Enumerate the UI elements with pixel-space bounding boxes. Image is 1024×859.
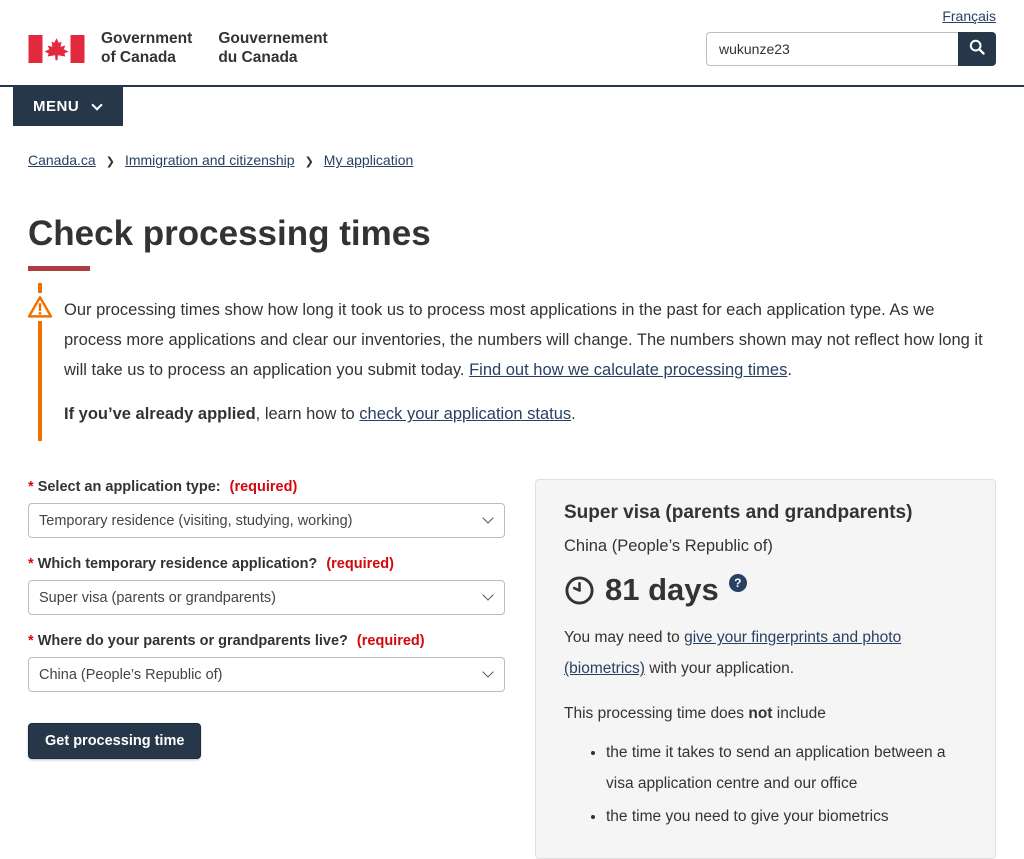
list-item: • the time you need to give your biometrics — [606, 801, 967, 832]
parents-location-label — [28, 633, 505, 649]
biometrics-paragraph — [564, 622, 967, 684]
required-asterisk: * — [28, 556, 34, 573]
not-included-paragraph — [564, 698, 967, 729]
warning-icon — [26, 293, 54, 321]
notice-paragraph-2 — [64, 399, 996, 429]
wordmark-en-line2: of Canada — [101, 48, 176, 66]
main-menu-bar — [0, 85, 1024, 126]
notice-paragraph-1-text: Our processing times show how long it took us to process most applications in the past for each application type. As we process more applications and clear our inventories, the numbers will change. The numbers shown may not reflect how long it will take us to process an application you submit today. — [64, 301, 983, 380]
parents-location-group — [28, 633, 505, 692]
page-title: Check processing times — [28, 214, 431, 254]
chevron-right-icon: ❯ — [105, 155, 115, 168]
application-type-label — [28, 479, 505, 495]
notice-paragraph-2-text: , learn how to — [255, 405, 360, 424]
result-country: China (People’s Republic of) — [564, 537, 773, 556]
biometrics-link[interactable]: give your fingerprints and photo (biometrics) — [564, 629, 902, 678]
processing-time-row — [564, 572, 967, 608]
required-asterisk: * — [28, 633, 34, 650]
required-indicator: (required) — [356, 633, 425, 650]
search-button[interactable] — [958, 32, 996, 66]
biometrics-paragraph-pre: You may need to — [564, 629, 685, 647]
language-toggle-link[interactable]: Français — [942, 8, 996, 24]
list-item: • the time it takes to send an application between a visa application centre and our office — [606, 737, 967, 799]
biometrics-paragraph-post: with your application. — [644, 660, 795, 678]
required-indicator: (required) — [229, 479, 298, 496]
breadcrumb — [28, 152, 996, 168]
breadcrumb-link-my-application[interactable]: My application — [323, 152, 414, 169]
help-icon[interactable]: ? — [729, 574, 747, 592]
calculate-processing-times-link[interactable]: Find out how we calculate processing times — [469, 361, 788, 380]
government-wordmark — [101, 30, 328, 67]
chevron-right-icon: ❯ — [304, 155, 314, 168]
canada-flag-icon — [28, 35, 85, 63]
processing-time-form — [28, 479, 505, 759]
not-included-list — [564, 737, 967, 832]
processing-time-result-panel — [535, 479, 996, 859]
main-content — [28, 479, 996, 859]
temporary-residence-select[interactable] — [28, 580, 505, 615]
processing-times-notice — [38, 283, 996, 441]
wordmark-fr-line2: du Canada — [218, 48, 298, 66]
search-input[interactable] — [706, 32, 958, 66]
parents-location-select[interactable] — [28, 657, 505, 692]
not-included-pre: This processing time does — [564, 705, 749, 723]
breadcrumb-link-immigration[interactable]: Immigration and citizenship — [124, 152, 295, 169]
temporary-residence-label — [28, 556, 505, 572]
not-bold-text: not — [748, 705, 773, 723]
get-processing-time-button[interactable]: Get processing time — [28, 723, 201, 759]
title-accent-rule — [28, 266, 90, 271]
site-header — [0, 0, 1024, 67]
breadcrumb-link-canada-ca[interactable]: Canada.ca — [28, 152, 96, 169]
wordmark-en-line1: Government — [101, 30, 193, 47]
processing-time-value: 81 days — [605, 572, 719, 608]
required-indicator: (required) — [326, 556, 394, 573]
result-title: Super visa (parents and grandparents) — [564, 502, 913, 524]
application-type-select[interactable] — [28, 503, 505, 538]
temporary-residence-label-text: Which temporary residence application? — [37, 556, 318, 573]
site-search — [706, 32, 996, 66]
parents-location-label-text: Where do your parents or grandparents live? — [37, 633, 348, 650]
clock-icon — [564, 575, 595, 606]
notice-paragraph-2-period: . — [571, 405, 576, 424]
check-application-status-link[interactable]: check your application status — [359, 405, 572, 424]
notice-paragraph-1-period: . — [787, 361, 792, 380]
required-asterisk: * — [28, 479, 34, 496]
temporary-residence-group — [28, 556, 505, 615]
notice-paragraph-1 — [64, 295, 996, 385]
already-applied-bold-text: If you’ve already applied — [64, 405, 256, 424]
chevron-down-icon — [92, 99, 103, 110]
application-type-label-text: Select an application type: — [37, 479, 221, 496]
menu-button[interactable] — [13, 87, 123, 126]
government-of-canada-signature[interactable] — [28, 30, 328, 67]
wordmark-fr-line1: Gouvernement — [218, 30, 328, 47]
menu-button-label: MENU — [33, 98, 80, 116]
not-included-post: include — [772, 705, 826, 723]
application-type-group — [28, 479, 505, 538]
search-icon — [968, 38, 986, 59]
